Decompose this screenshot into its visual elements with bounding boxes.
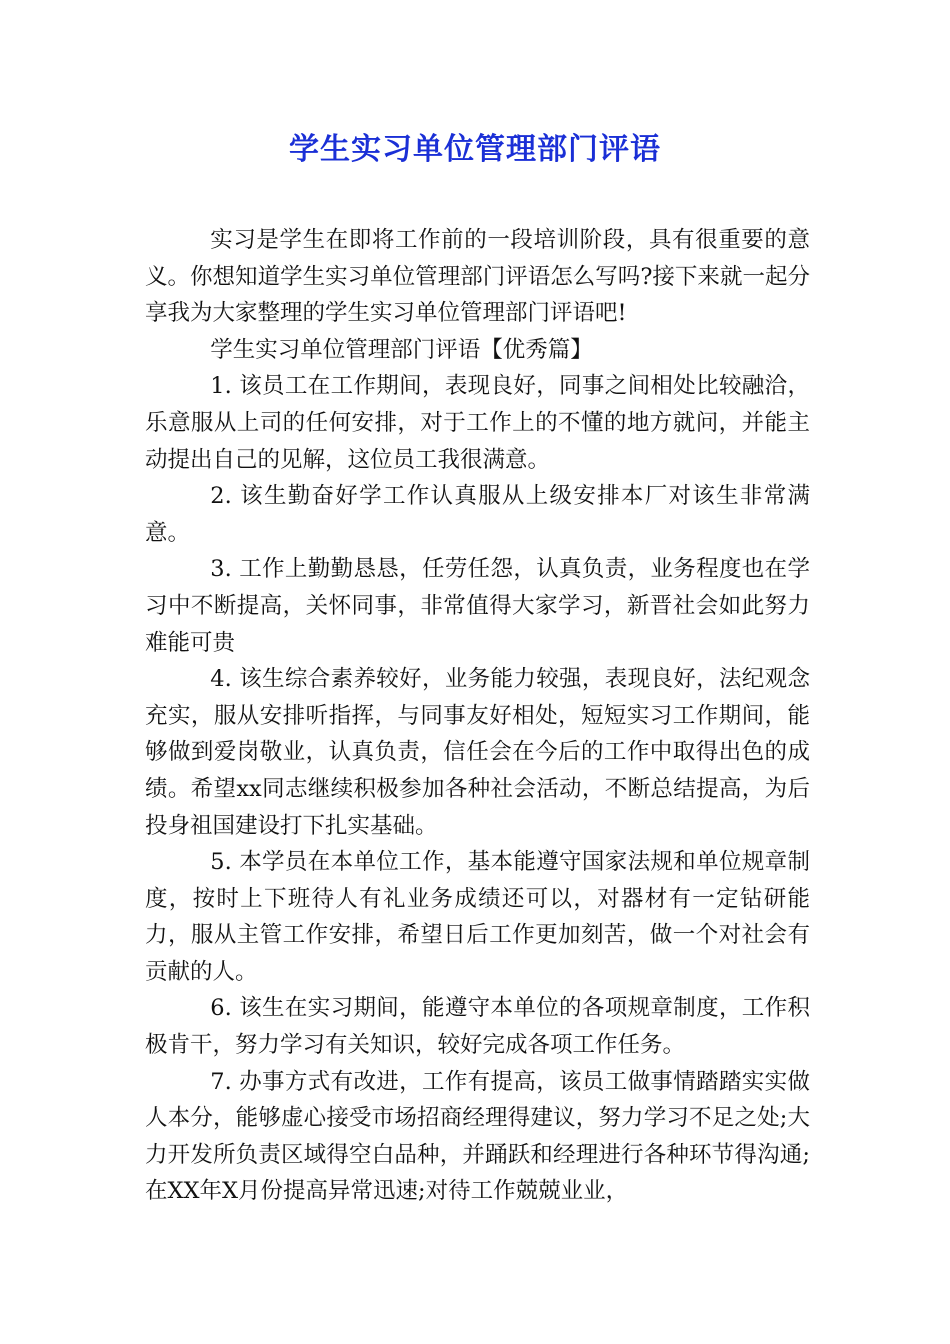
comment-item-6: 6. 该生在实习期间，能遵守本单位的各项规章制度，工作积极肯干，努力学习有关知识，较好完成各项工作任务。 xyxy=(145,995,810,1059)
comment-item-5: 5. 本学员在本单位工作，基本能遵守国家法规和单位规章制度，按时上下班待人有礼业务成绩还可以，对器材有一定钻研能力，服从主管工作安排，希望日后工作更加刻苦，做一个对社会有贡献的人。 xyxy=(145,849,810,985)
comment-item-2: 2. 该生勤奋好学工作认真服从上级安排本厂对该生非常满意。 xyxy=(145,483,810,546)
document-body xyxy=(145,222,810,1210)
comment-item-7: 7. 办事方式有改进，工作有提高，该员工做事情踏踏实实做人本分，能够虚心接受市场招商经理得建议，努力学习不足之处;大力开发所负责区域得空白品种，并踊跃和经理进行各种环节得沟通;在XX年X月份提高异常迅速;对待工作兢兢业业， xyxy=(145,1068,810,1205)
comment-item-1: 1. 该员工在工作期间，表现良好，同事之间相处比较融洽，乐意服从上司的任何安排，对于工作上的不懂的地方就问，并能主动提出自己的见解，这位员工我很满意。 xyxy=(145,373,810,473)
comment-item-4: 4. 该生综合素养较好，业务能力较强，表现良好，法纪观念充实，服从安排听指挥，与同事友好相处，短短实习工作期间，能够做到爱岗敬业，认真负责，信任会在今后的工作中取得出色的成绩。希望xx同志继续积极参加各种社会活动，不断总结提高，为后投身祖国建设打下扎实基础。 xyxy=(145,666,810,839)
comment-item-3: 3. 工作上勤勤恳恳，任劳任怨，认真负责，业务程度也在学习中不断提高，关怀同事，非常值得大家学习，新晋社会如此努力难能可贵 xyxy=(145,556,810,656)
document-title: 学生实习单位管理部门评语 xyxy=(289,132,661,167)
intro-paragraph: 实习是学生在即将工作前的一段培训阶段，具有很重要的意义。你想知道学生实习单位管理部门评语怎么写吗?接下来就一起分享我为大家整理的学生实习单位管理部门评语吧! xyxy=(145,227,810,327)
section-heading: 学生实习单位管理部门评语【优秀篇】 xyxy=(210,336,593,363)
